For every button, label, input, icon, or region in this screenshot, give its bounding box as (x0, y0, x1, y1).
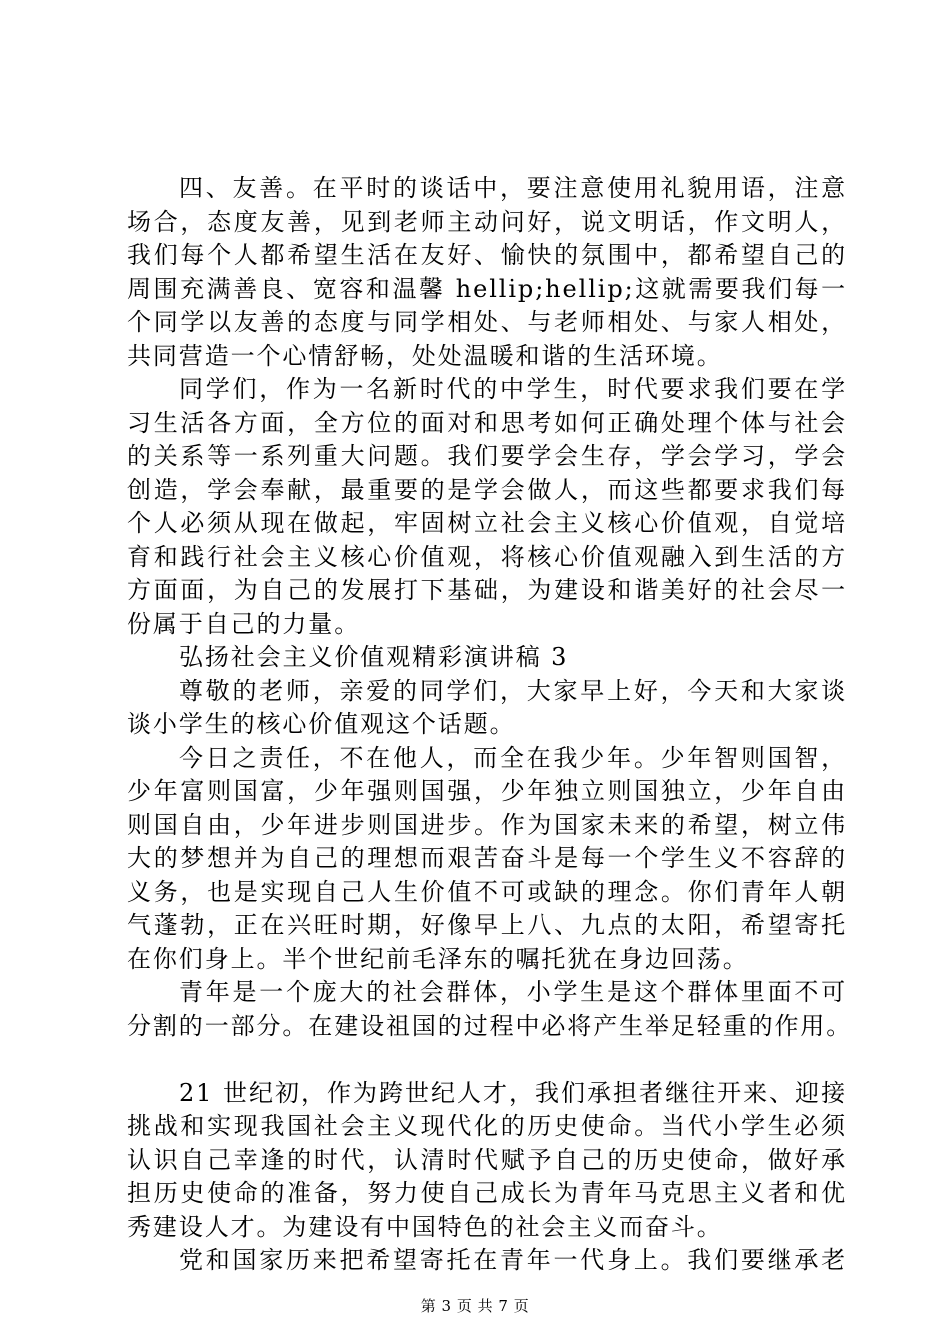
section-heading: 弘扬社会主义价值观精彩演讲稿 3 (179, 643, 569, 671)
paragraph-line: 共同营造一个心情舒畅，处处温暖和谐的生活环境。 (127, 341, 723, 370)
paragraph-gap (127, 1043, 847, 1077)
paragraph-line: 同学们，作为一名新时代的中学生，时代要求我们要在学 (179, 375, 847, 403)
paragraph-line: 个人必须从现在做起，牢固树立社会主义核心价值观，自觉培 (127, 509, 847, 537)
paragraph-line: 21 世纪初，作为跨世纪人才，我们承担者继往开来、迎接 (179, 1078, 847, 1107)
paragraph-line: 今日之责任，不在他人，而全在我少年。少年智则国智， (179, 743, 847, 772)
paragraph-line: 秀建设人才。为建设有中国特色的社会主义而奋斗。 (127, 1212, 723, 1241)
paragraph-line: 挑战和实现我国社会主义现代化的历史使命。当代小学生必须 (127, 1112, 847, 1140)
paragraph-line: 场合，态度友善，见到老师主动问好，说文明话，作文明人， (127, 207, 847, 236)
paragraph-line: 大的梦想并为自己的理想而艰苦奋斗是每一个学生义不容辞的 (127, 844, 847, 872)
paragraph-line: 的关系等一系列重大问题。我们要学会生存，学会学习，学会 (127, 442, 847, 470)
paragraph-line: 少年富则国富，少年强则国强，少年独立则国独立，少年自由 (127, 777, 847, 805)
paragraph-line: 育和践行社会主义核心价值观，将核心价值观融入到生活的方 (127, 542, 847, 571)
paragraph-line: 党和国家历来把希望寄托在青年一代身上。我们要继承老 (179, 1246, 847, 1274)
paragraph-line: 我们每个人都希望生活在友好、愉快的氛围中，都希望自己的 (127, 241, 847, 269)
paragraph-line: 方面面，为自己的发展打下基础，为建设和谐美好的社会尽一 (127, 576, 847, 604)
paragraph-line: 分割的一部分。在建设祖国的过程中必将产生举足轻重的作用。 (127, 1011, 853, 1040)
paragraph-line: 担历史使命的准备，努力使自己成长为青年马克思主义者和优 (127, 1179, 847, 1207)
page-footer: 第 3 页 共 7 页 (420, 1297, 530, 1315)
paragraph-line: 尊敬的老师，亲爱的同学们，大家早上好，今天和大家谈 (179, 676, 847, 705)
paragraph-line: 在你们身上。半个世纪前毛泽东的嘱托犹在身边回荡。 (127, 944, 749, 973)
paragraph-line: 青年是一个庞大的社会群体，小学生是这个群体里面不可 (179, 978, 847, 1006)
paragraph-line: 义务，也是实现自己人生价值不可或缺的理念。你们青年人朝 (127, 877, 847, 906)
paragraph-line: 习生活各方面，全方位的面对和思考如何正确处理个体与社会 (127, 408, 847, 437)
paragraph-line: 创造，学会奉献，最重要的是学会做人，而这些都要求我们每 (127, 475, 847, 504)
paragraph-line: 个同学以友善的态度与同学相处、与老师相处、与家人相处， (127, 308, 847, 336)
paragraph-line: 谈小学生的核心价值观这个话题。 (127, 710, 516, 738)
paragraph-line: 则国自由，少年进步则国进步。作为国家未来的希望，树立伟 (127, 810, 847, 839)
paragraph-line: 四、友善。在平时的谈话中，要注意使用礼貌用语，注意 (179, 174, 847, 202)
paragraph-line: 气蓬勃，正在兴旺时期，好像早上八、九点的太阳，希望寄托 (127, 911, 847, 939)
paragraph-line: 认识自己幸逢的时代，认清时代赋予自己的历史使命，做好承 (127, 1145, 847, 1174)
paragraph-line: 周围充满善良、宽容和温馨 hellip;hellip;这就需要我们每一 (127, 274, 847, 303)
paragraph-line: 份属于自己的力量。 (127, 609, 361, 638)
document-body (127, 172, 853, 1278)
